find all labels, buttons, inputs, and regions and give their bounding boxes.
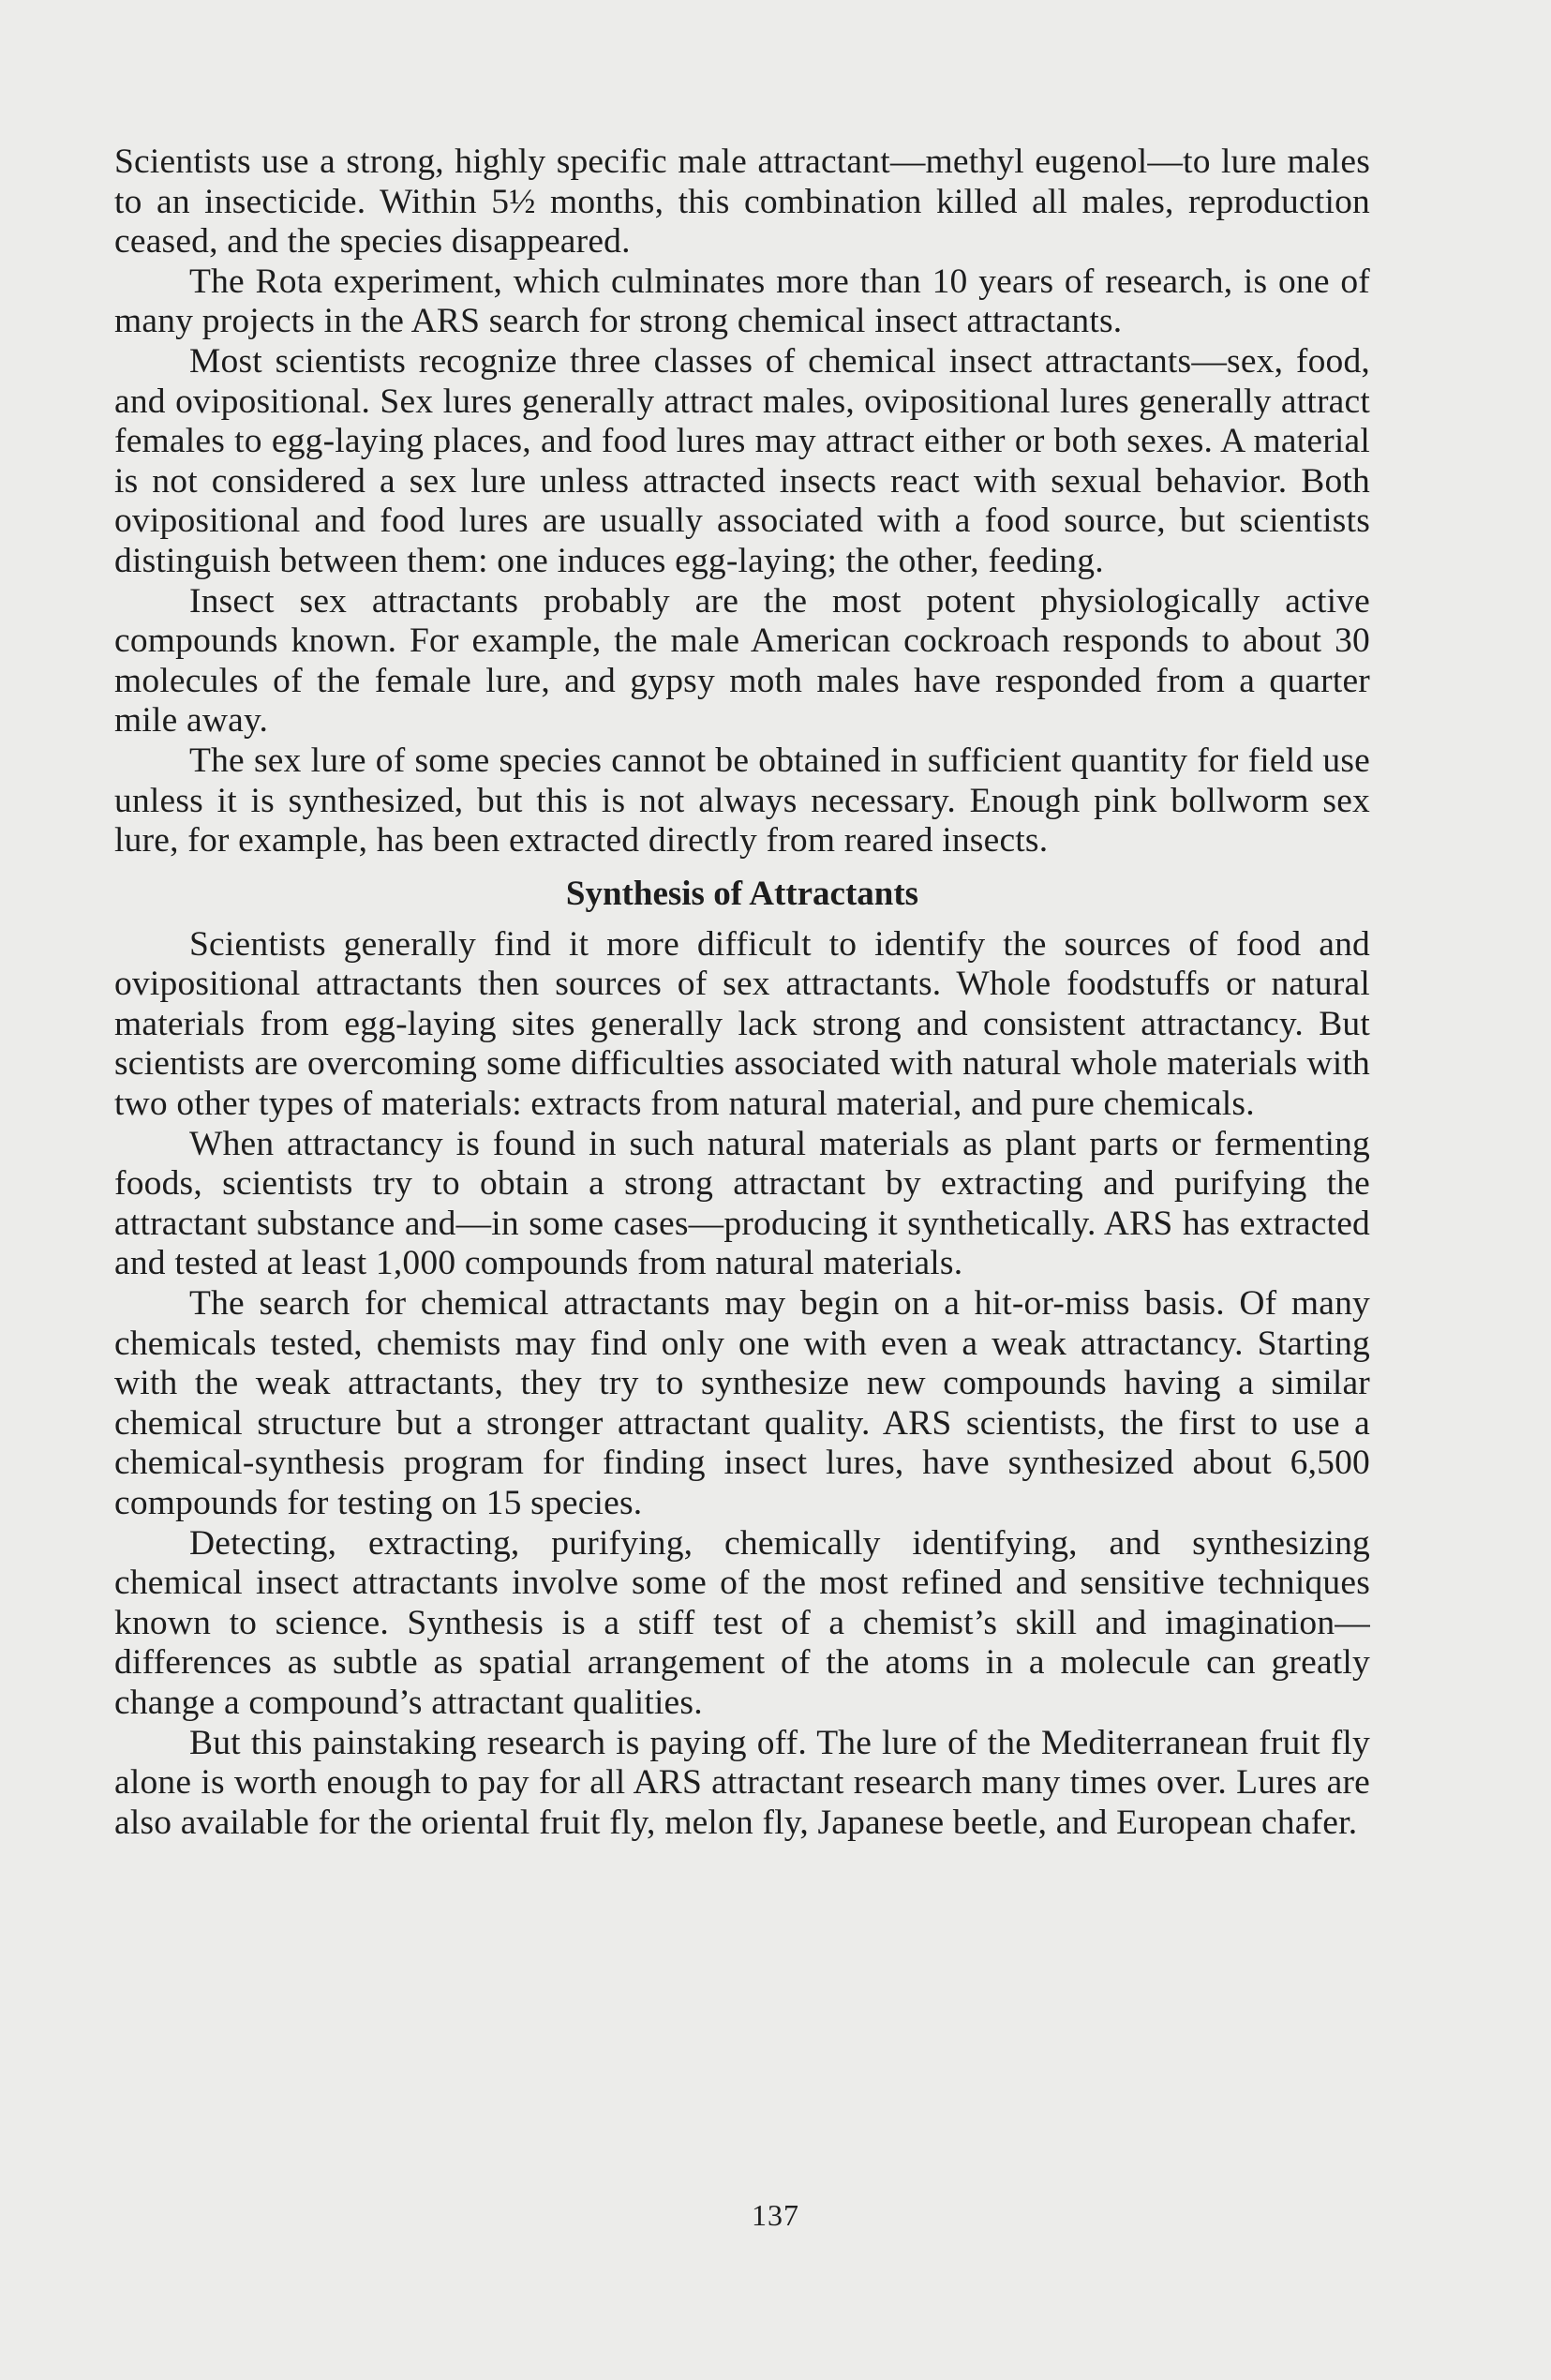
paragraph-rota-experiment: The Rota experiment, which culminates more than 10 years of research, is one of many projects in the ARS search for strong chemical insect attractants.: [114, 262, 1370, 341]
paragraph-techniques: Detecting, extracting, purifying, chemically identifying, and synthesizing chemical insect attractants involve some of the most refined and sensitive techniques known to science. Synthesis is a stiff test of a chemist’s skill and imagination—differences as subtle as spatial arrangement of the atoms in a molecule can greatly change a compound’s attractant qualities.: [114, 1523, 1370, 1722]
page-number: 137: [752, 2198, 799, 2232]
paragraph-hit-or-miss: The search for chemical attractants may begin on a hit-or-miss basis. Of many chemicals tested, chemists may find only one with even a weak attractancy. Starting with the weak attractants, they try to synthesize new compounds having a similar chemical structure but a stronger attractant quality. ARS scientists, the first to use a chemical-synthesis program for finding insect lures, have synthesized about 6,500 compounds for testing on 15 species.: [114, 1284, 1370, 1522]
paragraph-sex-lure-synthesis: The sex lure of some species cannot be obtained in sufficient quantity for field use unless it is synthesized, but this is not always necessary. Enough pink bollworm sex lure, for example, has been extracted directly from reared insects.: [114, 741, 1370, 861]
paragraph-three-classes: Most scientists recognize three classes of chemical insect attractants—sex, food, and ovipositional. Sex lures generally attract males, ovipositional lures generally attract females to egg-laying places, and food lures may attract either or both sexes. A material is not considered a sex lure unless attracted insects react with sexual behavior. Both ovipositional and food lures are usually associated with a food source, but scientists distinguish between them: one induces egg-laying; the other, feeding.: [114, 341, 1370, 580]
section-heading: Synthesis of Attractants: [565, 874, 919, 913]
paragraph-sex-attractants: Insect sex attractants probably are the most potent physiologically active compounds known. For example, the male American cockroach responds to about 30 molecules of the female lure, and gypsy moth males have responded from a quarter mile away.: [114, 581, 1370, 741]
paragraph-methyl-eugenol: Scientists use a strong, highly specific male attractant—methyl eugenol—to lure males to an insecticide. Within 5½ months, this combination killed all males, reproduction ceased, and the species disappeared.: [114, 142, 1370, 262]
paragraph-food-ovipositional: Scientists generally find it more difficult to identify the sources of food and ovipositional attractants then sources of sex attractants. Whole foodstuffs or natural materials from egg-laying sites generally lack strong and consistent attractancy. But scientists are overcoming some difficulties associated with natural whole materials with two other types of materials: extracts from natural material, and pure chemicals.: [114, 924, 1370, 1124]
paragraph-paying-off: But this painstaking research is paying off. The lure of the Mediterranean fruit fly alone is worth enough to pay for all ARS attractant research many times over. Lures are also available for the oriental fruit fly, melon fly, Japanese beetle, and European chafer.: [114, 1723, 1370, 1842]
paragraph-natural-materials: When attractancy is found in such natural materials as plant parts or fermenting foods, scientists try to obtain a strong attractant by extracting and purifying the attractant substance and—in some cases—producing it synthetically. ARS has extracted and tested at least 1,000 compounds from natural materials.: [114, 1124, 1370, 1283]
text-column: [114, 142, 1370, 1843]
